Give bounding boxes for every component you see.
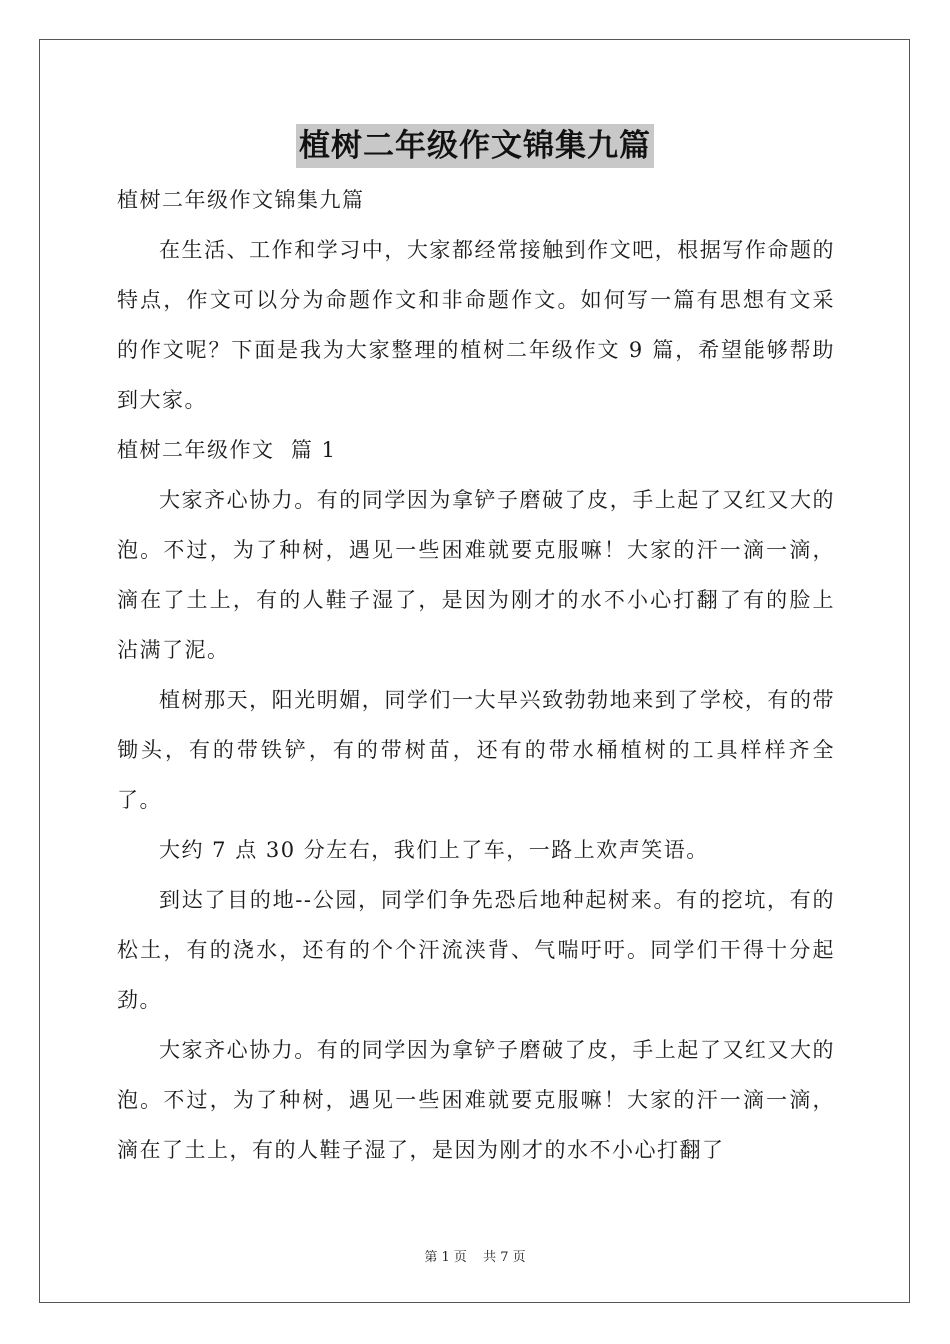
paragraph: 大约 7 点 30 分左右，我们上了车，一路上欢声笑语。	[159, 838, 709, 862]
paragraph: 植树那天，阳光明媚，同学们一大早兴致勃勃地来到了学校，有的带锄头，有的带铁铲，有的带树苗，还有的带水桶植树的工具样样齐全了。	[117, 688, 835, 812]
document-title: 植树二年级作文锦集九篇	[296, 124, 654, 168]
paragraph: 大家齐心协力。有的同学因为拿铲子磨破了皮，手上起了又红又大的泡。不过，为了种树，遇见一些困难就要克服嘛！大家的汗一滴一滴，滴在了土上，有的人鞋子湿了，是因为刚才的水不小心打翻了	[117, 1038, 835, 1162]
document-body	[117, 175, 835, 1175]
document-subtitle: 植树二年级作文锦集九篇	[117, 188, 365, 212]
paragraph: 到达了目的地--公园，同学们争先恐后地种起树来。有的挖坑，有的松土，有的浇水，还有的个个汗流浃背、气喘吁吁。同学们干得十分起劲。	[117, 888, 835, 1012]
paragraph: 大家齐心协力。有的同学因为拿铲子磨破了皮，手上起了又红又大的泡。不过，为了种树，遇见一些困难就要克服嘛！大家的汗一滴一滴，滴在了土上，有的人鞋子湿了，是因为刚才的水不小心打翻了有的脸上沾满了泥。	[117, 488, 835, 662]
page-number: 第 1 页	[424, 1250, 467, 1265]
page-footer	[0, 1246, 950, 1265]
section-heading: 植树二年级作文 篇 1	[117, 438, 337, 462]
paragraph-intro: 在生活、工作和学习中，大家都经常接触到作文吧，根据写作命题的特点，作文可以分为命题作文和非命题作文。如何写一篇有思想有文采的作文呢？下面是我为大家整理的植树二年级作文 9 篇，希望能够帮助到大家。	[117, 238, 835, 412]
page-count: 共 7 页	[483, 1250, 526, 1265]
title-container	[0, 124, 950, 168]
